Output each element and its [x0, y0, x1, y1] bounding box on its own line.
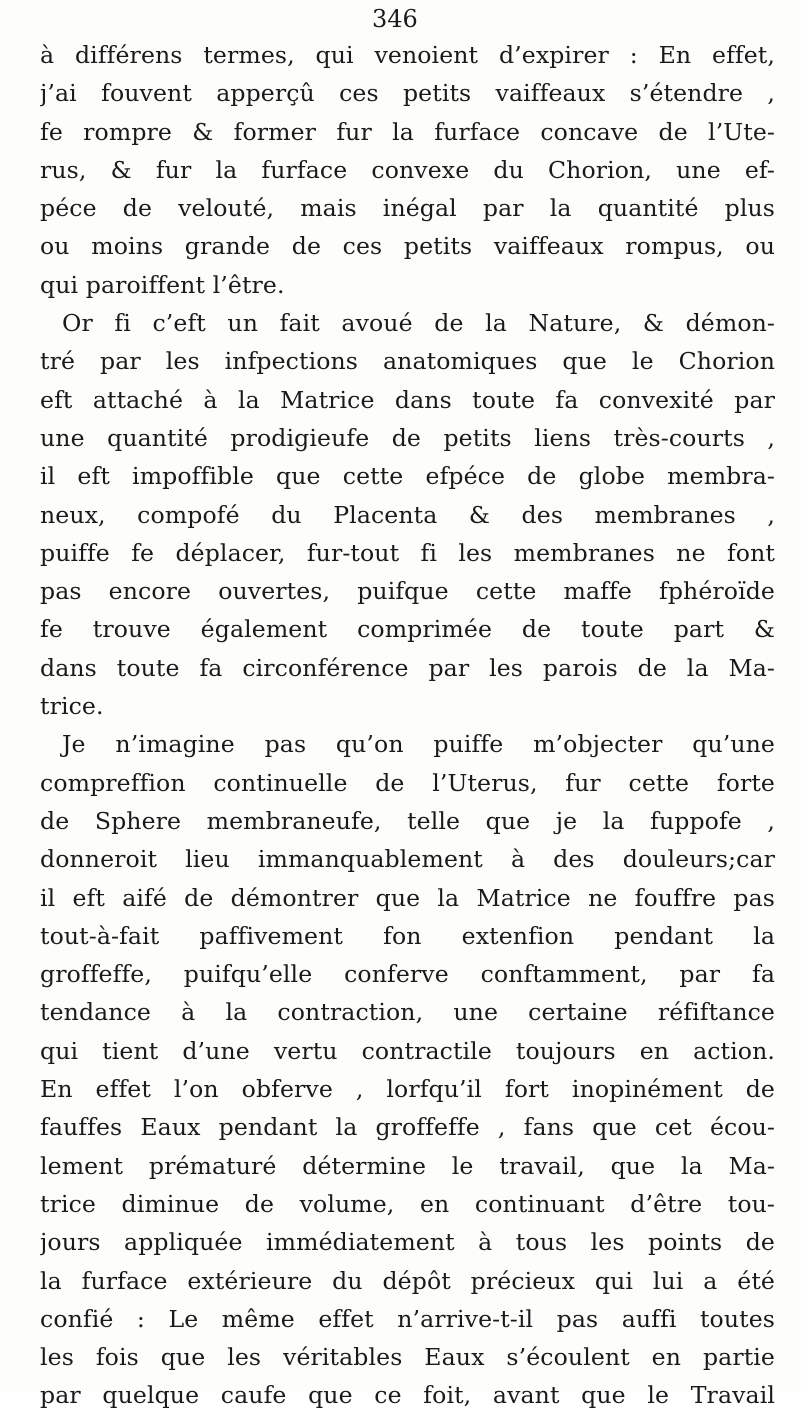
- text-line: jours appliquée immédiatement à tous les points de: [40, 1228, 775, 1257]
- text-line: trice diminue de volume, en continuant d’être tou-: [40, 1189, 775, 1218]
- text-line: lement prématuré détermine le travail, que la Ma-: [40, 1151, 775, 1180]
- text-line: confié : Le même effet n’arrive-t-il pas auffi toutes: [40, 1304, 775, 1333]
- text-line: il eft impoffible que cette efpéce de globe membra-: [40, 462, 775, 491]
- text-line: péce de velouté, mais inégal par la quantité plus: [40, 194, 775, 223]
- text-line: fe rompre & former fur la furface concave de l’Ute-: [40, 117, 775, 146]
- text-line: En effet l’on obferve , lorfqu’il fort inopinément de: [40, 1075, 775, 1104]
- text-line: de Sphere membraneufe, telle que je la fuppofe ,: [40, 806, 775, 835]
- text-line: fe trouve également comprimée de toute part &: [40, 615, 775, 644]
- text-line: les fois que les véritables Eaux s’écoulent en partie: [40, 1343, 775, 1372]
- text-line: la furface extérieure du dépôt précieux qui lui a été: [40, 1266, 775, 1295]
- page-number: 346: [372, 5, 418, 33]
- text-line: une quantité prodigieufe de petits liens très-courts ,: [40, 423, 775, 452]
- text-line: puiffe fe déplacer, fur-tout fi les membranes ne font: [40, 538, 775, 567]
- text-line: Je n’imagine pas qu’on puiffe m’objecter qu’une: [62, 730, 775, 759]
- text-line: tré par les infpections anatomiques que le Chorion: [40, 347, 775, 376]
- text-line: il eft aifé de démontrer que la Matrice ne fouffre pas: [40, 883, 775, 912]
- text-line: pas encore ouvertes, puifque cette maffe fphéroïde: [40, 577, 775, 606]
- body-text: [40, 36, 775, 1415]
- text-line: par quelque caufe que ce foit, avant que le Travail: [40, 1381, 775, 1410]
- text-line: qui tient d’une vertu contractile toujours en action.: [40, 1036, 775, 1065]
- text-line: eft attaché à la Matrice dans toute fa convexité par: [40, 385, 775, 414]
- text-line: groffeffe, puifqu’elle conferve conftamment, par fa: [40, 960, 775, 989]
- text-line: ou moins grande de ces petits vaiffeaux rompus, ou: [40, 232, 775, 261]
- text-line: tout-à-fait paffivement fon extenfion pendant la: [40, 921, 775, 950]
- text-line: à différens termes, qui venoient d’expirer : En effet,: [40, 41, 775, 69]
- text-line: rus, & fur la furface convexe du Chorion, une ef-: [40, 155, 775, 184]
- text-line: j’ai fouvent apperçû ces petits vaiffeaux s’étendre ,: [40, 79, 775, 108]
- text-line: Or fi c’eft un fait avoué de la Nature, & démon-: [62, 309, 775, 338]
- text-line: donneroit lieu immanquablement à des douleurs;car: [40, 845, 775, 874]
- text-line: tendance à la contraction, une certaine réfiftance: [40, 998, 775, 1027]
- text-line: qui paroiffent l’être.: [40, 270, 285, 299]
- text-line: dans toute fa circonférence par les parois de la Ma-: [40, 653, 775, 682]
- text-line: compreffion continuelle de l’Uterus, fur cette forte: [40, 768, 775, 797]
- text-line: trice.: [40, 692, 104, 721]
- text-line: fauffes Eaux pendant la groffeffe , fans que cet écou-: [40, 1113, 775, 1142]
- text-line: neux, compofé du Placenta & des membranes ,: [40, 500, 775, 529]
